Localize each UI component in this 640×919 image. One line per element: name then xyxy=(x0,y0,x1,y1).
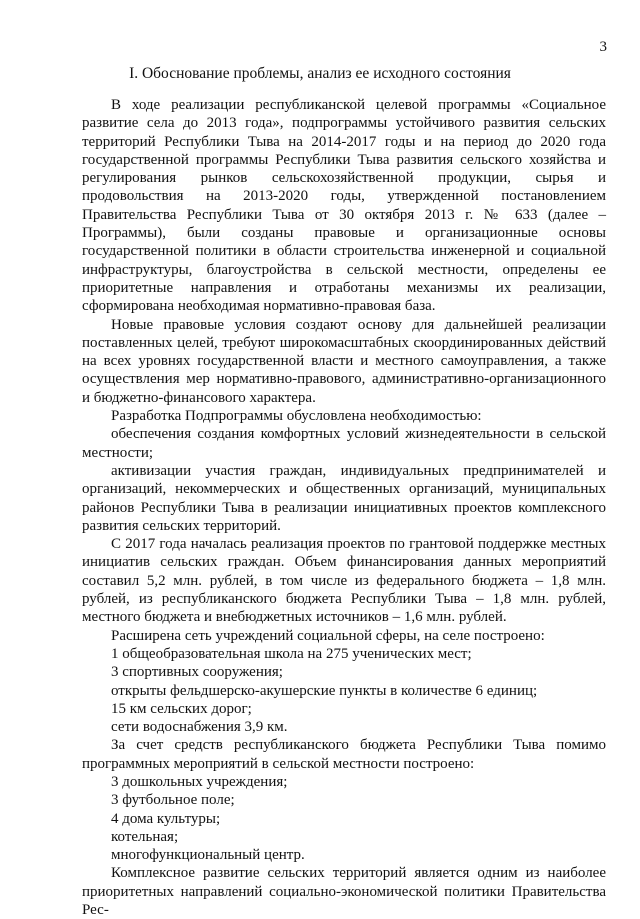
list-item: открыты фельдшерско-акушерские пункты в количестве 6 единиц; xyxy=(111,682,538,699)
list-item: 3 дошкольных учреждения; xyxy=(111,773,288,790)
paragraph: За счет средств республиканского бюджета Республики Тыва помимо программных мероприятий в сельской местности построено: xyxy=(82,737,606,772)
page-number: 3 xyxy=(599,39,607,55)
paragraph: В ходе реализации республиканской целевой программы «Социальное развитие села до 2013 года», подпрограммы устойчивого развития сельских территорий Республики Тыва на 2014-2017 годы и на период до 2020 года государственной программы Республики Тыва развития сельского хозяйства и регулирования рынков сельскохозяйственной продукции, сырья и продовольствия на 2013-2020 годы, утвержденной постановлением Правительства Республики Тыва от 30 октября 2013 г. № 633 (далее – Программы), были созданы правовые и организационные основы государственной политики в области строительства инженерной и социальной инфраструктуры, благоустройства в сельской местности, определены ее приоритетные направления и отработаны механизмы их реализации, сформирована необходимая нормативно-правовая база. xyxy=(82,97,606,315)
list-item: 15 км сельских дорог; xyxy=(111,700,252,717)
list-item: 3 футбольное поле; xyxy=(111,792,235,809)
list-item: котельная; xyxy=(111,828,179,845)
list-item: 4 дома культуры; xyxy=(111,810,221,827)
section-title: I. Обоснование проблемы, анализ ее исходного состояния xyxy=(129,65,511,82)
paragraph: обеспечения создания комфортных условий жизнедеятельности в сельской местности; xyxy=(82,426,606,461)
list-item: 1 общеобразовательная школа на 275 ученических мест; xyxy=(111,645,472,662)
list-item: 3 спортивных сооружения; xyxy=(111,664,283,681)
paragraph: Расширена сеть учреждений социальной сферы, на селе построено: xyxy=(111,627,545,644)
paragraph: Комплексное развитие сельских территорий является одним из наиболее приоритетных направлений социально-экономической политики Правительства Рес- xyxy=(82,865,606,919)
list-item: многофункциональный центр. xyxy=(111,847,305,864)
body-text xyxy=(82,96,606,919)
paragraph: С 2017 года началась реализация проектов по грантовой поддержке местных инициатив сельских граждан. Объем финансирования данных мероприятий составил 5,2 млн. рублей, в том числе из федерального бюджета – 1,8 млн. рублей, из республиканского бюджета Республики Тыва – 1,8 млн. рублей, местного бюджета и внебюджетных источников – 1,6 млн. рублей. xyxy=(82,536,606,626)
paragraph: Разработка Подпрограммы обусловлена необходимостью: xyxy=(111,408,482,425)
paragraph: активизации участия граждан, индивидуальных предпринимателей и организаций, некоммерческих и общественных организаций, муниципальных районов Республики Тыва в реализации инициативных проектов комплексного развития сельских территорий. xyxy=(82,462,606,534)
list-item: сети водоснабжения 3,9 км. xyxy=(111,719,288,736)
paragraph: Новые правовые условия создают основу для дальнейшей реализации поставленных целей, требуют широкомасштабных скоординированных действий на всех уровнях государственной власти и местного самоуправления, а также осуществления мер нормативно-правового, административно-организационного и бюджетно-финансового характера. xyxy=(82,316,606,406)
